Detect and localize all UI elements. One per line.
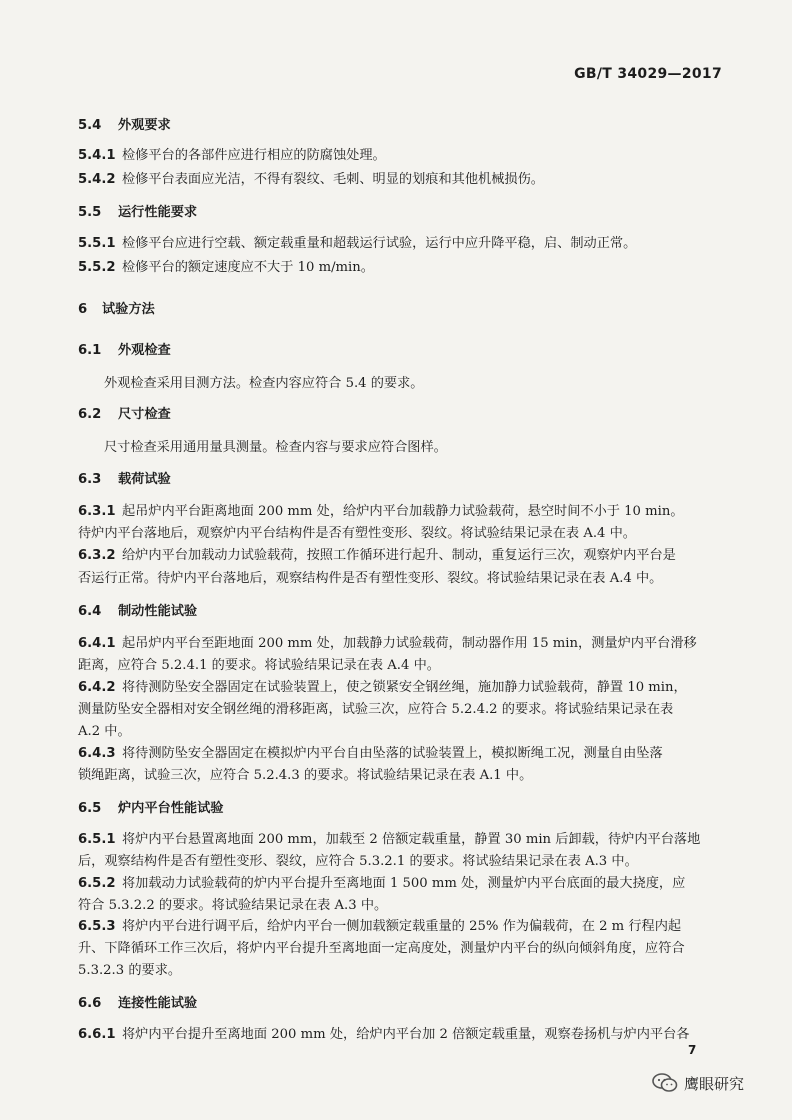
- clause-number: 5.5: [78, 205, 102, 220]
- clause-6-6-1: [78, 1027, 732, 1043]
- clause-5-5-1: [78, 236, 732, 252]
- clause-text: 检修平台表面应光洁，不得有裂纹、毛刺、明显的划痕和其他机械损伤。: [122, 172, 544, 187]
- clause-5-5: [78, 205, 732, 221]
- clause-6-4-1: [78, 636, 732, 652]
- clause-6-2: [78, 407, 732, 423]
- clause-number: 6.6.1: [78, 1027, 116, 1042]
- clause-number: 5.4.2: [78, 172, 116, 187]
- clause-5-4-1: [78, 148, 732, 164]
- clause-number: 6.5.3: [78, 919, 116, 934]
- clause-text: 外观检查采用目测方法。检查内容应符合 5.4 的要求。: [104, 376, 424, 391]
- paragraph-line: [104, 440, 732, 456]
- clause-6: [78, 302, 732, 318]
- clause-number: 6.1: [78, 343, 102, 358]
- clause-6-4-3: [78, 746, 732, 762]
- watermark-text: 鹰眼研究: [684, 1074, 745, 1093]
- clause-6-6: [78, 996, 732, 1012]
- clause-text: 符合 5.3.2.2 的要求。将试验结果记录在表 A.3 中。: [78, 898, 388, 913]
- clause-6-3: [78, 472, 732, 488]
- clause-text: 5.3.2.3 的要求。: [78, 963, 182, 978]
- clause-text: 将炉内平台提升至离地面 200 mm 处，给炉内平台加 2 倍额定载重量，观察卷扬机与炉内平台各: [122, 1027, 690, 1042]
- clause-6-4: [78, 604, 732, 620]
- clause-text: 将炉内平台进行调平后，给炉内平台一侧加载额定载重量的 25% 作为偏载荷，在 2 m 行程内起: [122, 919, 682, 934]
- clause-text: 载荷试验: [118, 472, 171, 487]
- watermark: [652, 1072, 744, 1094]
- clause-text: 运行性能要求: [118, 205, 198, 220]
- clause-number: 6.6: [78, 996, 102, 1011]
- clause-number: 6.4.3: [78, 746, 116, 761]
- clause-text: A.2 中。: [78, 724, 131, 739]
- clause-5-4-2: [78, 172, 732, 188]
- paragraph-line: [78, 702, 732, 718]
- clause-number: 6.5: [78, 801, 102, 816]
- clause-5-5-2: [78, 260, 732, 276]
- clause-number: 5.4.1: [78, 148, 116, 163]
- clause-text: 外观要求: [118, 118, 171, 133]
- clause-text: 否运行正常。待炉内平台落地后，观察结构件是否有塑性变形、裂纹。将试验结果记录在表 A.4 中。: [78, 571, 663, 586]
- clause-number: 6.4.2: [78, 680, 116, 695]
- paragraph-line: [78, 898, 732, 914]
- clause-text: 将炉内平台悬置离地面 200 mm，加载至 2 倍额定载重量，静置 30 min 后卸载，待炉内平台落地: [122, 832, 701, 847]
- clause-number: 6.4.1: [78, 636, 116, 651]
- clause-6-5-3: [78, 919, 732, 935]
- clause-number: 6.3.2: [78, 548, 116, 563]
- clause-text: 连接性能试验: [118, 996, 198, 1011]
- clause-text: 试验方法: [102, 302, 155, 317]
- clause-text: 检修平台的额定速度应不大于 10 m/min。: [122, 260, 374, 275]
- clause-number: 6.3.1: [78, 504, 116, 519]
- clause-text: 待炉内平台落地后，观察炉内平台结构件是否有塑性变形、裂纹。将试验结果记录在表 A.4 中。: [78, 526, 636, 541]
- paragraph-line: [78, 571, 732, 587]
- clause-text: 升、下降循环工作三次后，将炉内平台提升至离地面一定高度处，测量炉内平台的纵向倾斜角度，应符合: [78, 941, 685, 956]
- clause-text: 测量防坠安全器相对安全钢丝绳的滑移距离，试验三次，应符合 5.2.4.2 的要求。将试验结果记录在表: [78, 702, 674, 717]
- clause-number: 6: [78, 302, 88, 317]
- clause-6-5: [78, 801, 732, 817]
- clause-number: 6.5.2: [78, 876, 116, 891]
- clause-6-5-2: [78, 876, 732, 892]
- clause-text: 距离，应符合 5.2.4.1 的要求。将试验结果记录在表 A.4 中。: [78, 658, 440, 673]
- clause-number: 5.4: [78, 118, 102, 133]
- clause-text: 将加载动力试验载荷的炉内平台提升至离地面 1 500 mm 处，测量炉内平台底面的最大挠度，应: [122, 876, 686, 891]
- paragraph-line: [78, 724, 732, 740]
- clause-text: 尺寸检查采用通用量具测量。检查内容与要求应符合图样。: [104, 440, 447, 455]
- clause-number: 5.5.1: [78, 236, 116, 251]
- clause-6-4-2: [78, 680, 732, 696]
- clause-number: 6.3: [78, 472, 102, 487]
- clause-text: 给炉内平台加载动力试验载荷，按照工作循环进行起升、制动，重复运行三次，观察炉内平台是: [122, 548, 676, 563]
- clause-text: 检修平台应进行空载、额定载重量和超载运行试验，运行中应升降平稳，启、制动正常。: [122, 236, 637, 251]
- paragraph-line: [78, 658, 732, 674]
- clause-6-1: [78, 343, 732, 359]
- clause-text: 将待测防坠安全器固定在模拟炉内平台自由坠落的试验装置上，模拟断绳工况，测量自由坠落: [122, 746, 663, 761]
- clause-text: 起吊炉内平台距离地面 200 mm 处，给炉内平台加载静力试验载荷，悬空时间不小于 10 min。: [122, 504, 684, 519]
- clause-6-3-2: [78, 548, 732, 564]
- clause-text: 尺寸检查: [118, 407, 171, 422]
- clause-6-3-1: [78, 504, 732, 520]
- clause-text: 后，观察结构件是否有塑性变形、裂纹，应符合 5.3.2.1 的要求。将试验结果记录在表 A.3 中。: [78, 854, 638, 869]
- paragraph-line: [78, 526, 732, 542]
- clause-number: 6.4: [78, 604, 102, 619]
- clause-text: 将待测防坠安全器固定在试验装置上，使之锁紧安全钢丝绳，施加静力试验载荷，静置 10 min，: [122, 680, 687, 695]
- clause-text: 外观检查: [118, 343, 171, 358]
- clause-number: 5.5.2: [78, 260, 116, 275]
- paragraph-line: [78, 963, 732, 979]
- wechat-icon: [652, 1073, 678, 1093]
- clause-number: 6.5.1: [78, 832, 116, 847]
- paragraph-line: [78, 854, 732, 870]
- paragraph-line: [78, 768, 732, 784]
- clause-5-4: [78, 118, 732, 134]
- paragraph-line: [104, 376, 732, 392]
- paragraph-line: [78, 941, 732, 957]
- clause-text: 炉内平台性能试验: [118, 801, 224, 816]
- clause-text: 制动性能试验: [118, 604, 198, 619]
- clause-6-5-1: [78, 832, 732, 848]
- page-number: 7: [688, 1043, 697, 1057]
- standard-code: GB/T 34029—2017: [574, 66, 722, 82]
- clause-text: 锁绳距离，试验三次，应符合 5.2.4.3 的要求。将试验结果记录在表 A.1 中。: [78, 768, 533, 783]
- clause-number: 6.2: [78, 407, 102, 422]
- clause-text: 起吊炉内平台至距地面 200 mm 处，加载静力试验载荷，制动器作用 15 min，测量炉内平台滑移: [122, 636, 697, 651]
- clause-text: 检修平台的各部件应进行相应的防腐蚀处理。: [122, 148, 386, 163]
